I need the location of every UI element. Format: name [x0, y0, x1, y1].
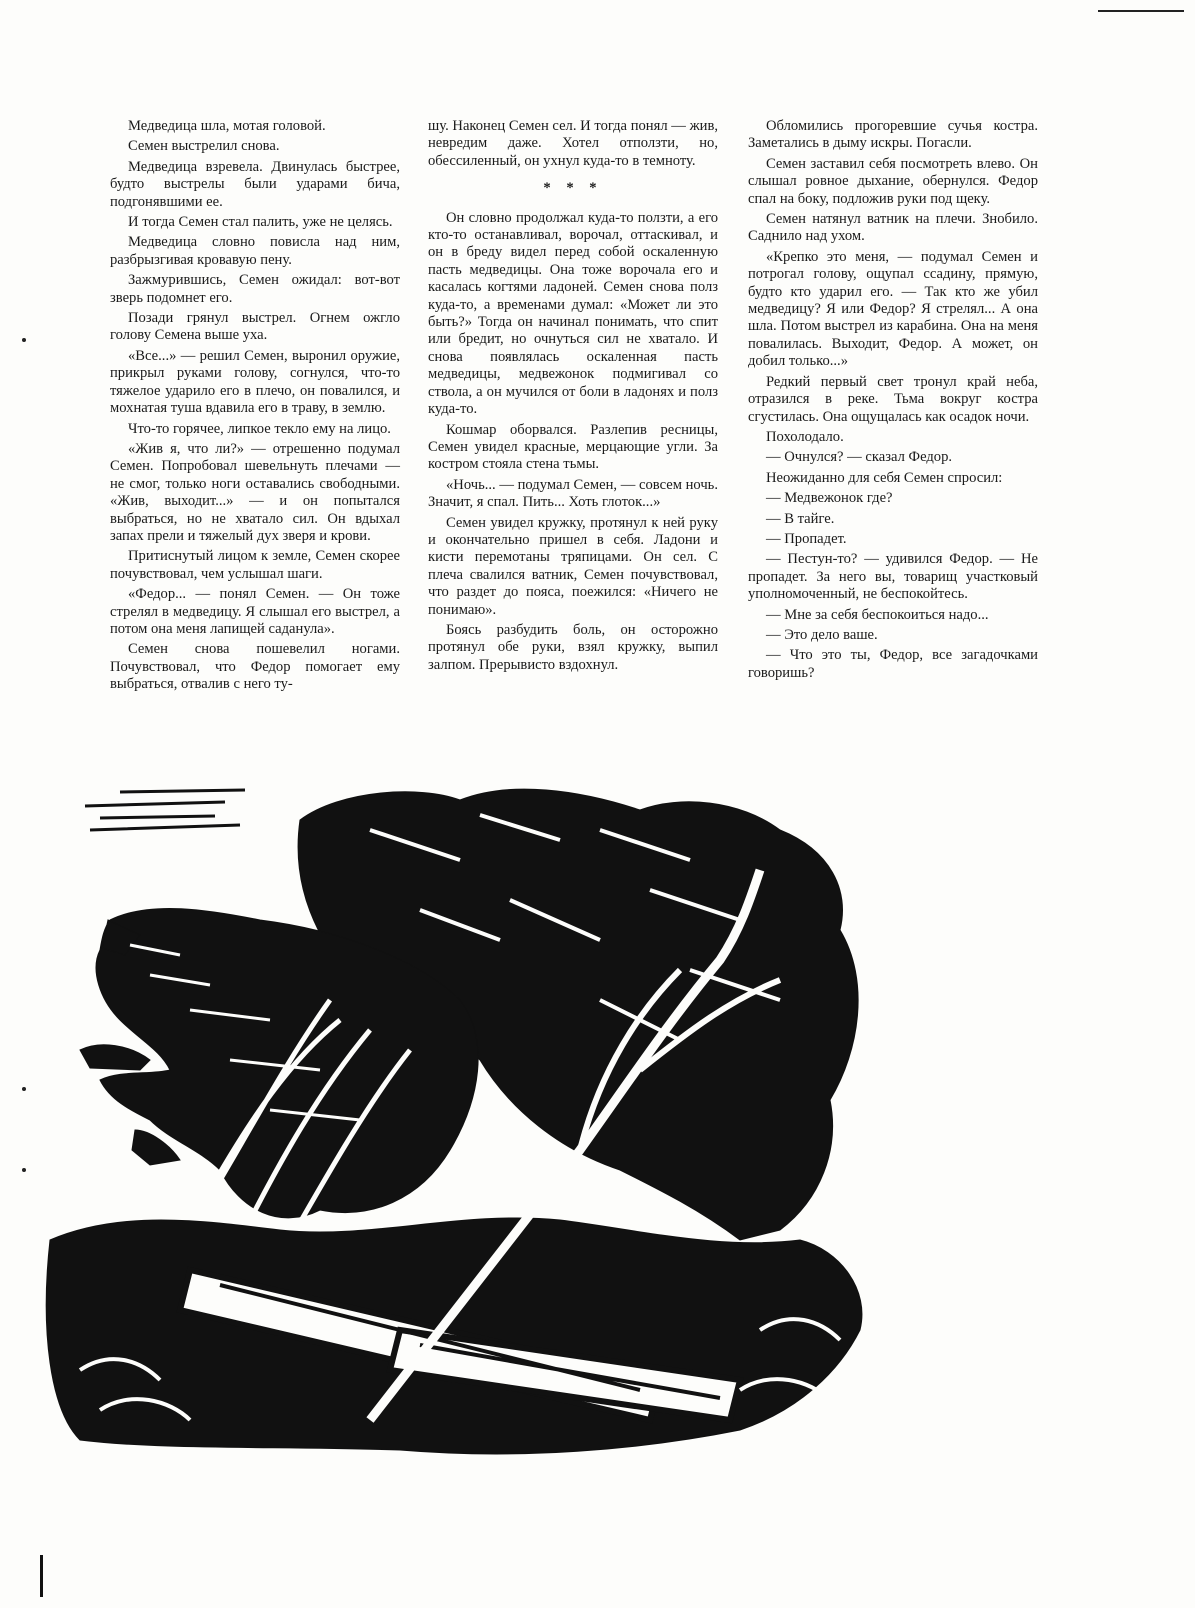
bear-forest-woodcut-illustration — [40, 770, 900, 1460]
paragraph: «Крепко это меня, — подумал Семен и потрогал голову, ощупал ссадину, прямую, будто кто ударил его. — Так кто же убил медведицу? Я или Федор? Я стрелял... А она шла. Потом выстрел из карабина. Она на меня повалилась. Выходит, Федор. А может, он добил только...» — [748, 248, 1038, 370]
paragraph: И тогда Семен стал палить, уже не целясь. — [128, 214, 393, 231]
paragraph: Похолодало. — [766, 428, 844, 445]
paragraph: Медведица взревела. Двинулась быстрее, будто выстрелы были ударами бича, подгонявшими ее. — [110, 158, 400, 210]
paragraph: «Все...» — решил Семен, выронил оружие, прикрыл руками голову, согнулся, что-то тяжелое ударило его в плечо, он повалился, и мохнатая туша вдавила его в траву, в землю. — [110, 347, 400, 417]
paragraph: Кошмар оборвался. Разлепив ресницы, Семен увидел красные, мерцающие угли. За костром стояла стена тьмы. — [428, 421, 718, 473]
paragraph: — Пестун-то? — удивился Федор. — Не пропадет. За него вы, товарищ участковый уполномоченный, не беспокойтесь. — [748, 551, 1038, 603]
margin-dot — [22, 1168, 26, 1172]
paragraph: Семен натянул ватник на плечи. Знобило. Саднило над ухом. — [748, 211, 1038, 245]
paragraph: Притиснутый лицом к земле, Семен скорее почувствовал, чем услышал шаги. — [110, 548, 400, 582]
paragraph: Медведица шла, мотая головой. — [128, 118, 326, 134]
paragraph: — Медвежонок где? — [766, 490, 893, 507]
paragraph: «Ночь... — подумал Семен, — совсем ночь. Значит, я спал. Пить... Хоть глоток...» — [428, 476, 718, 511]
paragraph: Семен выстрелил снова. — [128, 138, 280, 155]
paragraph: «Федор... — понял Семен. — Он тоже стрелял в медведицу. Я слышал его выстрел, а потом она меня лапищей саданула». — [110, 586, 400, 637]
paragraph: — Это дело ваше. — [766, 626, 878, 643]
top-rule-line — [1098, 10, 1184, 12]
section-separator: * * * — [543, 180, 603, 197]
paragraph: Позади грянул выстрел. Огнем ожгло голову Семена выше уха. — [110, 310, 400, 344]
text-column-1 — [110, 118, 400, 697]
paragraph: Медведица словно повисла над ним, разбрызгивая кровавую пену. — [110, 234, 400, 268]
paragraph: Семен увидел кружку, протянул к ней руку и окончательно пришел в себя. Ладони и кисти перемотаны тряпицами. Он сел. С плеча свалился ватник, Семен почувствовал, что раздет до пояса, поежился: «Ничего не понимаю». — [428, 514, 718, 618]
margin-dot — [22, 1087, 26, 1091]
text-column-2 — [428, 118, 718, 677]
paragraph: — Мне за себя беспокоиться надо... — [766, 606, 989, 623]
paragraph: Обломились прогоревшие сучья костра. Заметались в дыму искры. Погасли. — [748, 118, 1038, 152]
paragraph: Семен снова пошевелил ногами. Почувствовал, что Федор помогает ему выбраться, отвалив с него ту- — [110, 641, 400, 693]
paragraph: — Очнулся? — сказал Федор. — [766, 449, 953, 466]
margin-dot — [22, 338, 26, 342]
paragraph: Боясь разбудить боль, он осторожно протянул обе руки, взял кружку, выпил залпом. Прерывисто вздохнул. — [428, 621, 718, 673]
paragraph: шу. Наконец Семен сел. И тогда понял — жив, невредим даже. Хотел отползти, но, обессиленный, он ухнул куда-то в темноту. — [428, 118, 718, 169]
paragraph: «Жив я, что ли?» — отрешенно подумал Семен. Попробовал шевельнуть плечами — не смог, только ноги оставались свободными. «Жив, выходит...» — и он попытался выбраться, но не хватало сил. Он вдыхал запах прели и тяжелый дух зверя и крови. — [110, 440, 400, 544]
paragraph: Семен заставил себя посмотреть влево. Он слышал ровное дыхание, обернулся. Федор спал на боку, подложив руки под щеку. — [748, 155, 1038, 207]
text-column-3 — [748, 118, 1038, 685]
paragraph: — Что это ты, Федор, все загадочками говоришь? — [748, 647, 1038, 681]
paragraph: Неожиданно для себя Семен спросил: — [766, 469, 1003, 486]
scan-edge-mark — [40, 1555, 43, 1597]
paragraph: — Пропадет. — [766, 530, 847, 547]
paragraph: — В тайге. — [766, 510, 835, 527]
paragraph: Зажмурившись, Семен ожидал: вот-вот зверь подомнет его. — [110, 272, 400, 306]
paragraph: Что-то горячее, липкое текло ему на лицо. — [128, 420, 391, 437]
paragraph: Редкий первый свет тронул край неба, отразился в реке. Тьма вокруг костра сгустилась. Она ощущалась как осадок ночи. — [748, 373, 1038, 425]
paragraph: Он словно продолжал куда-то ползти, а его кто-то останавливал, ворочал, оттаскивал, и он в бреду видел перед собой оскаленную пасть медведицы. Она тоже ворочала его и касалась когтями ладоней. Семен снова полз куда-то, а временами думал: «Может ли это быть?» Тогда он начинал понимать, что спит или бредит, но очнуться сил не хватало. И снова появлялась оскаленная пасть медведицы, медвежонок подмигивал со ствола, а он мучился от боли в ладонях и полз куда-то. — [428, 209, 718, 418]
